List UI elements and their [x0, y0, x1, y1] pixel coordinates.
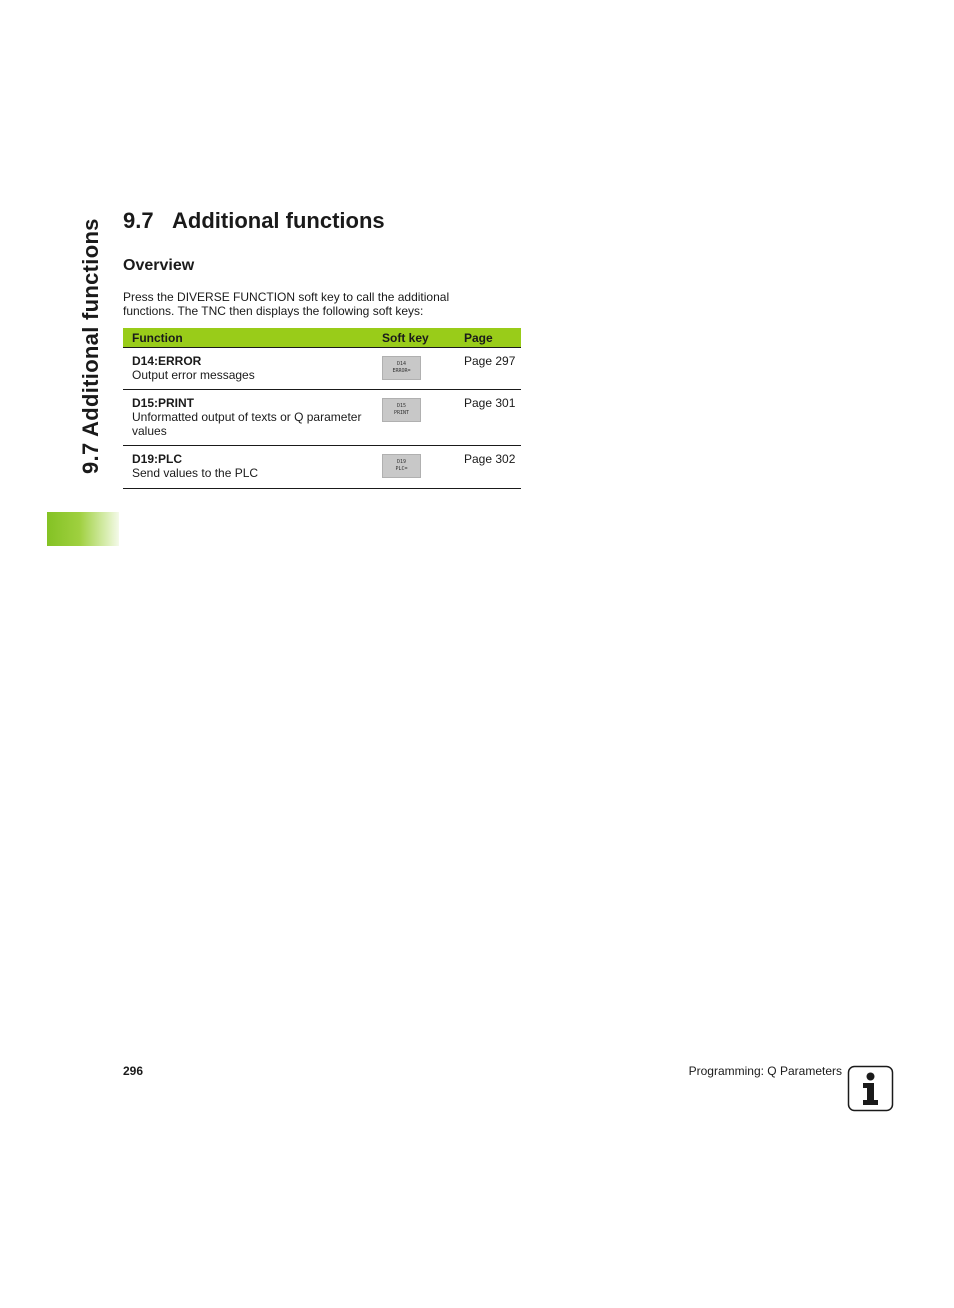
table-row [123, 390, 521, 446]
page-number: 296 [123, 1064, 144, 1078]
soft-key-line1: D14 [396, 361, 407, 367]
function-name: D19:PLC [132, 452, 183, 466]
page-reference: Page 301 [455, 390, 521, 446]
function-name: D15:PRINT [132, 396, 195, 410]
page-reference: Page 302 [455, 446, 521, 489]
soft-key-line2: PRINT [393, 410, 410, 416]
sidebar-section-title: 9.7 Additional functions [78, 218, 103, 474]
section-heading [123, 207, 385, 235]
section-title: Additional functions [172, 208, 385, 233]
function-description: Unformatted output of texts or Q parameter values [132, 410, 362, 438]
soft-key-line2: PLC= [395, 466, 408, 472]
chapter-title: Programming: Q Parameters [688, 1064, 842, 1078]
subheading: Overview [123, 257, 195, 274]
table-header-row [123, 328, 521, 348]
intro-paragraph: Press the DIVERSE FUNCTION soft key to call the additional functions. The TNC then displays the following soft keys: [123, 290, 450, 318]
section-number: 9.7 [123, 208, 154, 233]
table-row [123, 348, 521, 390]
function-cell [123, 390, 382, 446]
soft-key-d15-print[interactable] [382, 398, 421, 422]
soft-key-d14-error[interactable] [382, 356, 421, 380]
table-row [123, 446, 521, 489]
functions-table [123, 328, 521, 489]
function-name: D14:ERROR [132, 354, 202, 368]
soft-key-line2: ERROR= [392, 368, 411, 374]
soft-key-cell [382, 446, 455, 489]
soft-key-d19-plc[interactable] [382, 454, 421, 478]
function-cell [123, 446, 382, 489]
function-description: Send values to the PLC [132, 466, 259, 480]
soft-key-cell [382, 348, 455, 390]
header-soft-key: Soft key [382, 328, 455, 348]
header-page: Page [455, 328, 521, 348]
function-cell [123, 348, 382, 390]
info-icon [847, 1065, 894, 1112]
soft-key-cell [382, 390, 455, 446]
soft-key-line1: D15 [396, 403, 407, 409]
page-reference: Page 297 [455, 348, 521, 390]
function-description: Output error messages [132, 368, 255, 382]
soft-key-line1: D19 [396, 459, 407, 465]
chapter-tab [47, 512, 119, 546]
header-function: Function [123, 328, 382, 348]
